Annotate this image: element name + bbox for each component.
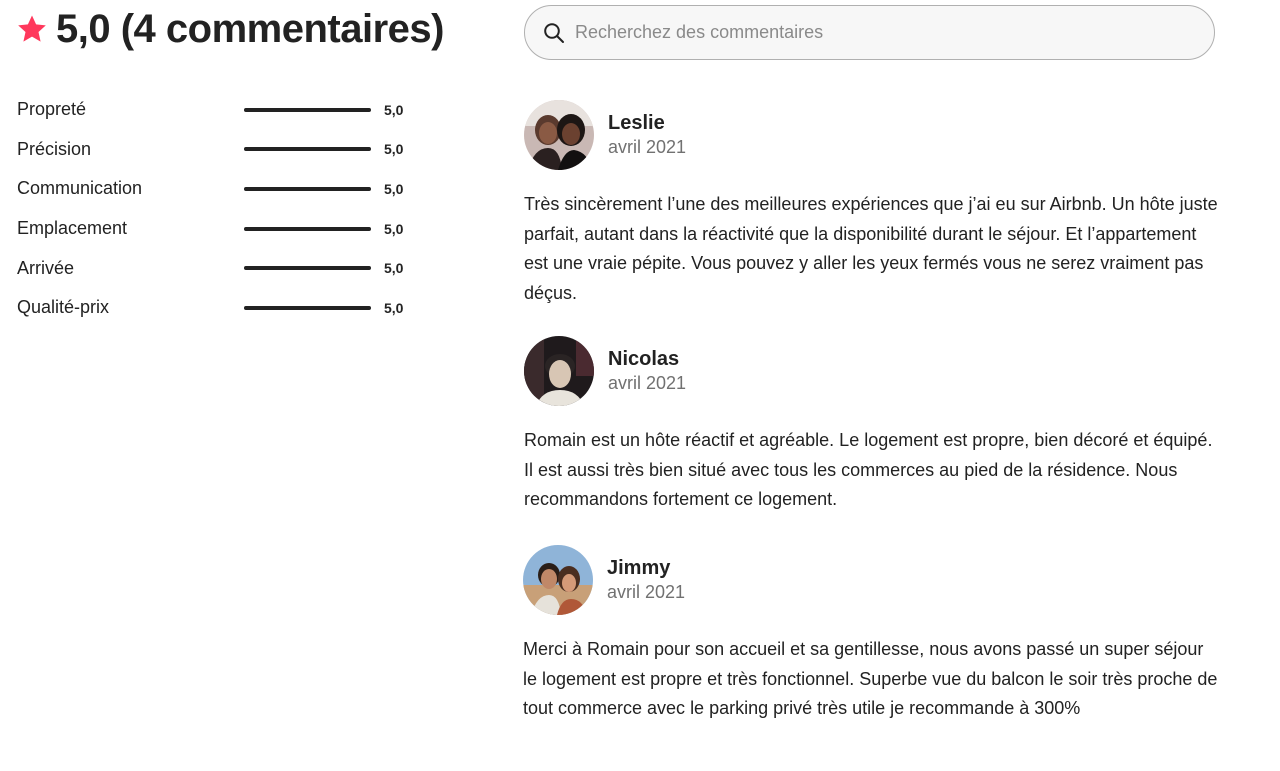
category-score: 5,0 bbox=[384, 220, 404, 237]
category-rating-bar bbox=[244, 187, 371, 191]
category-rating-bar bbox=[244, 306, 371, 310]
category-score: 5,0 bbox=[384, 141, 404, 158]
category-rating-bar bbox=[244, 227, 371, 231]
category-ratings bbox=[17, 90, 437, 328]
category-rating-bar-fill bbox=[244, 147, 371, 151]
review-item bbox=[524, 336, 1224, 515]
category-rating-bar bbox=[244, 147, 371, 151]
category-rating-row bbox=[17, 288, 437, 328]
category-label: Arrivée bbox=[17, 257, 75, 278]
category-label: Communication bbox=[17, 178, 143, 199]
category-rating-bar bbox=[244, 266, 371, 270]
category-label: Propreté bbox=[17, 99, 87, 120]
category-rating-row bbox=[17, 248, 437, 288]
category-score: 5,0 bbox=[384, 260, 404, 277]
rating-summary-text: 5,0 (4 commentaires) bbox=[56, 6, 444, 51]
review-text: Très sincèrement l’une des meilleures expériences que j’ai eu sur Airbnb. Un hôte juste parfait, autant dans la réactivité que la disponibilité durant le séjour. Et l’appartement est une vraie pépite. Vous pouvez y aller les yeux fermés vous ne serez vraiment pas déçus. bbox=[524, 194, 1218, 304]
review-item bbox=[524, 100, 1224, 309]
reviewer-meta bbox=[607, 556, 685, 604]
category-rating-row bbox=[17, 209, 437, 249]
review-text: Romain est un hôte réactif et agréable. Le logement est propre, bien décoré et équipé. Il est aussi très bien situé avec tous les commerces au pied de la résidence. Nous recommandons fortement ce logement. bbox=[524, 430, 1213, 510]
reviewer-name: Jimmy bbox=[607, 557, 671, 579]
review-header bbox=[524, 336, 1224, 406]
category-rating-bar-fill bbox=[244, 227, 371, 231]
category-rating-row bbox=[17, 169, 437, 209]
rating-summary bbox=[16, 6, 476, 318]
category-rating-row bbox=[17, 90, 437, 130]
review-search-box[interactable] bbox=[524, 5, 1215, 60]
reviewer-name: Nicolas bbox=[608, 348, 680, 370]
category-score: 5,0 bbox=[384, 299, 404, 316]
category-rating-bar-fill bbox=[244, 306, 371, 310]
category-score: 5,0 bbox=[384, 180, 404, 197]
reviewer-avatar[interactable] bbox=[524, 100, 594, 170]
rating-summary-title bbox=[16, 6, 476, 52]
review-date: avril 2021 bbox=[607, 582, 686, 602]
reviewer-meta bbox=[608, 347, 686, 395]
category-rating-bar-fill bbox=[244, 266, 371, 270]
category-label: Précision bbox=[17, 138, 92, 159]
reviewer-meta bbox=[608, 111, 686, 159]
category-score: 5,0 bbox=[384, 101, 404, 118]
search-icon bbox=[543, 22, 565, 44]
category-rating-bar bbox=[244, 108, 371, 112]
reviewer-avatar[interactable] bbox=[524, 336, 594, 406]
category-rating-bar-fill bbox=[244, 108, 371, 112]
review-date: avril 2021 bbox=[608, 373, 687, 393]
review-text: Merci à Romain pour son accueil et sa gentillesse, nous avons passé un super séjour le logement est propre et très fonctionnel. Superbe vue du balcon le soir très proche de tout commerce avec le parking privé très utile je recommande à 300% bbox=[523, 639, 1218, 719]
reviewer-name: Leslie bbox=[608, 112, 665, 134]
review-header bbox=[523, 545, 1223, 615]
category-label: Qualité-prix bbox=[17, 297, 110, 318]
category-rating-bar-fill bbox=[244, 187, 371, 191]
star-icon bbox=[16, 13, 48, 45]
review-item bbox=[523, 545, 1223, 724]
review-search-input[interactable] bbox=[575, 22, 1175, 43]
reviewer-avatar[interactable] bbox=[523, 545, 593, 615]
review-date: avril 2021 bbox=[608, 137, 687, 157]
category-rating-row bbox=[17, 130, 437, 170]
category-label: Emplacement bbox=[17, 218, 128, 239]
review-header bbox=[524, 100, 1224, 170]
